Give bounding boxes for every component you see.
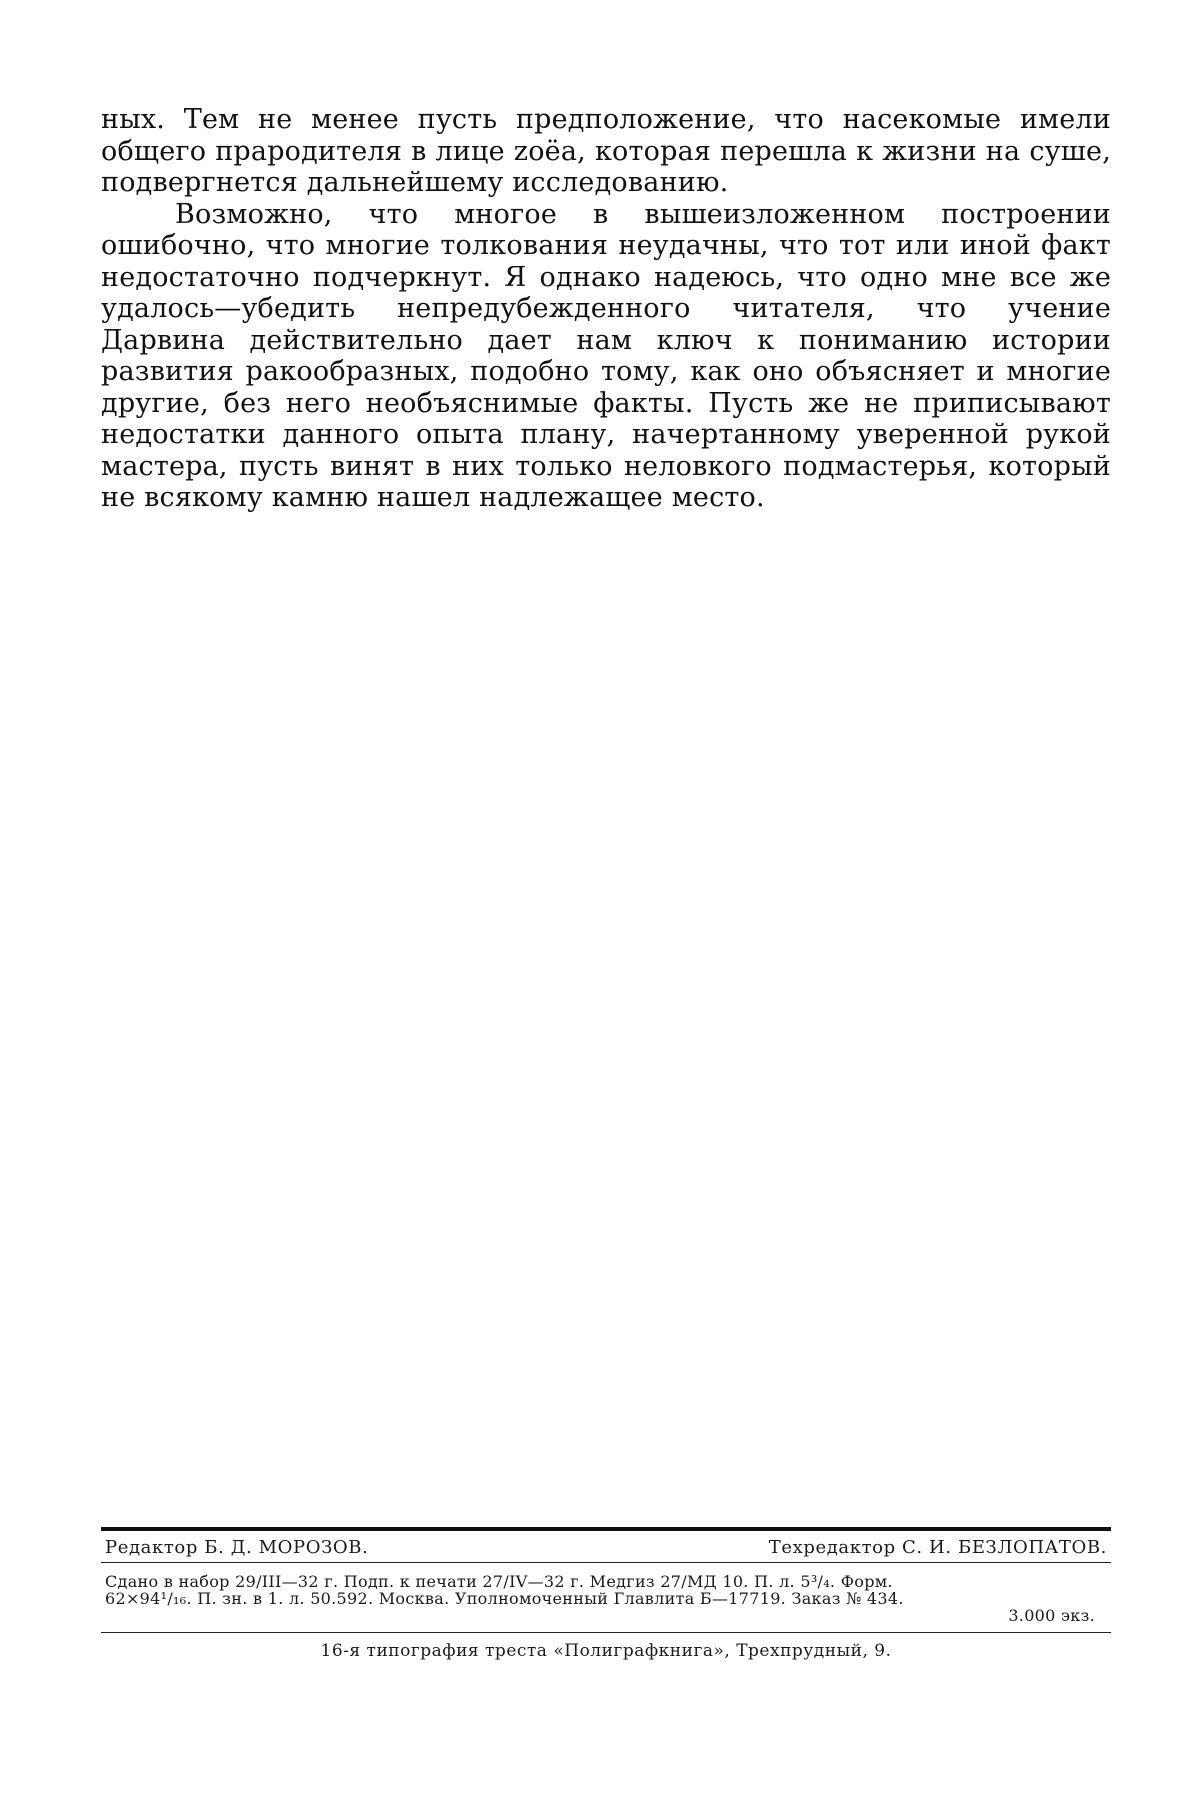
- print-details-line-2: 62×94¹/₁₆. П. зн. в 1. л. 50.592. Москва. Уполномоченный Главлита Б—17719. Заказ № 434.: [105, 1589, 904, 1608]
- printer-credit: 16-я типография треста «Полиграфкнига», Трехпрудный, 9.: [320, 1641, 892, 1661]
- colophon: [101, 1527, 1111, 1661]
- print-run: 3.000 экз.: [1008, 1606, 1095, 1625]
- editor-credit: Редактор Б. Д. МОРОЗОВ.: [105, 1537, 369, 1558]
- print-details: [101, 1563, 1111, 1624]
- editors-line: [101, 1531, 1111, 1562]
- paragraph-2: Возможно, что многое в вышеизложенном построении ошибочно, что многие толкования неудачны, что тот или иной факт недостаточно подчеркнут. Я однако надеюсь, что одно мне все же удалось—убедить непредубежденного читателя, что учение Дарвина действительно дает нам ключ к пониманию истории развития ракообразных, подобно тому, как оно объясняет и многие другие, без него необъяснимые факты. Пусть же не приписывают недостатки данного опыта плану, начертанному уверенной рукой мастера, пусть винят в них только неловкого подмастерья, который не всякому камню нашел надлежащее место.: [101, 198, 1111, 513]
- main-text: [101, 104, 1111, 514]
- print-details-line-1: Сдано в набор 29/III—32 г. Подп. к печати 27/IV—32 г. Медгиз 27/МД 10. П. л. 5³/₄. Форм.: [105, 1572, 893, 1591]
- tech-editor-credit: Техредактор С. И. БЕЗЛОПАТОВ.: [768, 1537, 1107, 1558]
- paragraph-1: ных. Тем не менее пусть предположение, что насекомые имели общего прародителя в лице zoëa, которая перешла к жизни на суше, подвергнется дальнейшему исследованию.: [101, 104, 1111, 198]
